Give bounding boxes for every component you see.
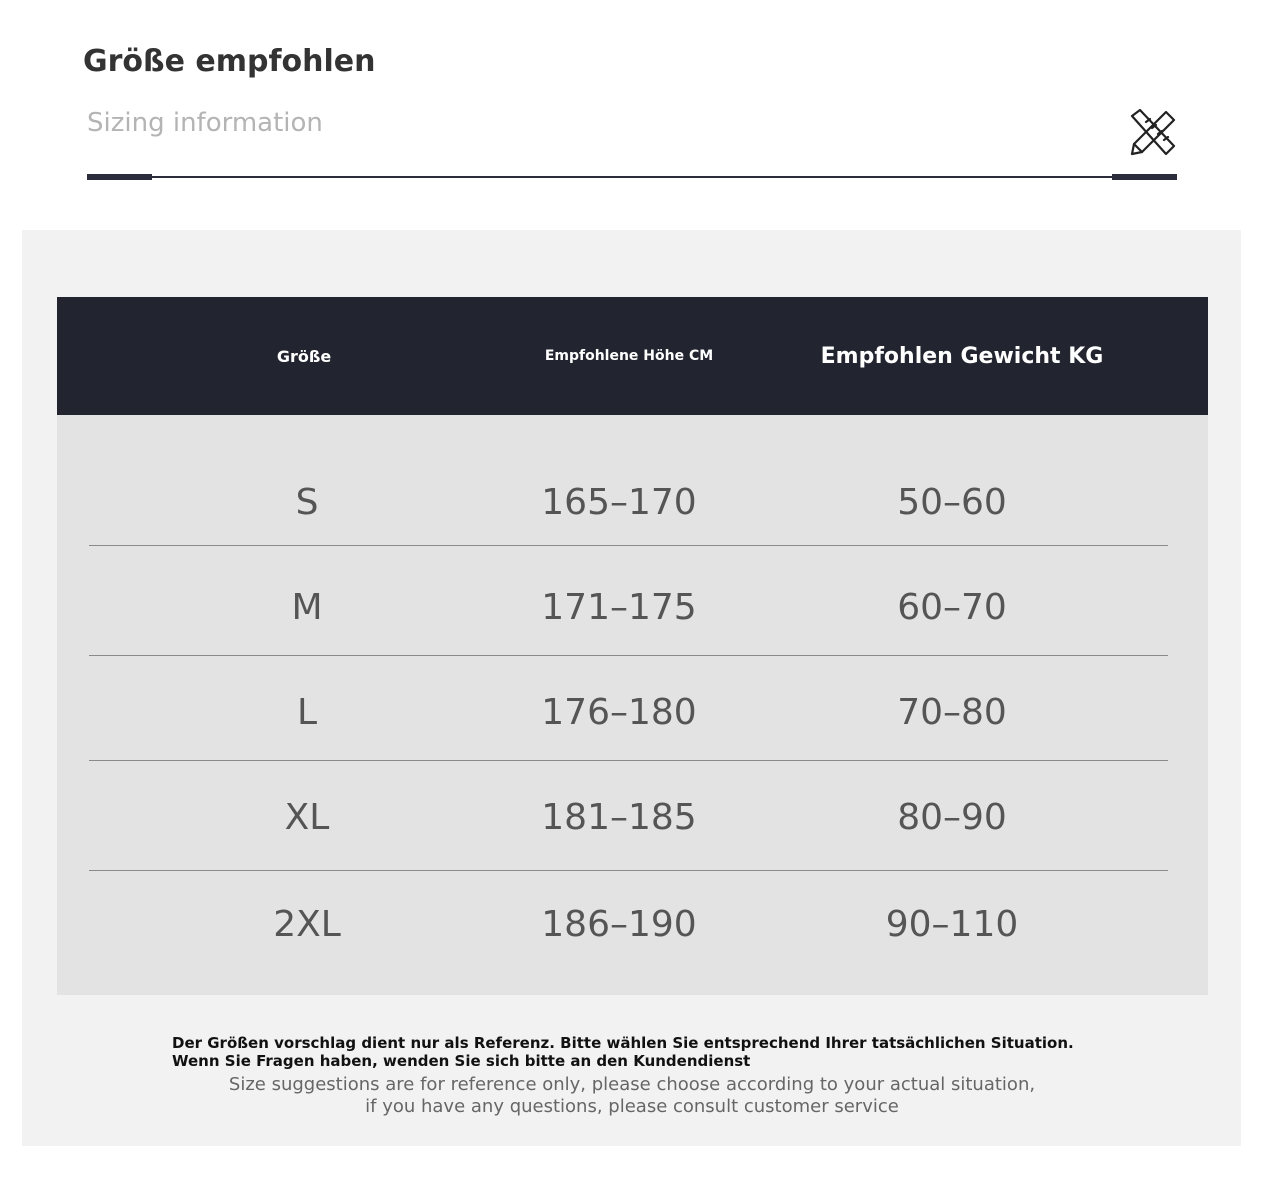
table-row bbox=[57, 765, 1208, 870]
header-divider-cap-left bbox=[87, 174, 152, 180]
disclaimer-english bbox=[200, 1074, 1064, 1118]
column-header-weight: Empfohlen Gewicht KG bbox=[820, 343, 1104, 369]
table-row bbox=[57, 660, 1208, 765]
row-divider bbox=[89, 760, 1168, 761]
weight-cell: 60–70 bbox=[897, 587, 1007, 628]
weight-cell: 90–110 bbox=[885, 904, 1019, 945]
size-table-body bbox=[57, 415, 1208, 995]
height-cell: 165–170 bbox=[541, 482, 697, 523]
size-cell: M bbox=[291, 587, 323, 628]
page-title: Größe empfohlen bbox=[83, 44, 376, 79]
table-row bbox=[57, 555, 1208, 660]
disclaimer-english-line-1: Size suggestions are for reference only, please choose according to your actual situation, bbox=[228, 1074, 1036, 1095]
weight-cell: 80–90 bbox=[897, 797, 1007, 838]
page-subtitle: Sizing information bbox=[87, 108, 323, 138]
height-cell: 171–175 bbox=[541, 587, 697, 628]
disclaimer-english-line-2: if you have any questions, please consult customer service bbox=[365, 1096, 899, 1117]
table-row bbox=[57, 445, 1208, 560]
header-divider bbox=[87, 176, 1177, 178]
weight-cell: 70–80 bbox=[897, 692, 1007, 733]
size-cell: L bbox=[296, 692, 318, 733]
size-cell: S bbox=[295, 482, 319, 523]
row-divider bbox=[89, 545, 1168, 546]
size-cell: 2XL bbox=[273, 904, 341, 945]
weight-cell: 50–60 bbox=[897, 482, 1007, 523]
header-divider-cap-right bbox=[1112, 174, 1177, 180]
table-row bbox=[57, 872, 1208, 977]
pencil-ruler-icon bbox=[1126, 108, 1178, 158]
height-cell: 181–185 bbox=[541, 797, 697, 838]
size-cell: XL bbox=[284, 797, 330, 838]
column-header-height: Empfohlene Höhe CM bbox=[544, 348, 714, 364]
column-header-size: Größe bbox=[276, 346, 332, 366]
disclaimer-german: Der Größen vorschlag dient nur als Referenz. Bitte wählen Sie entsprechend Ihrer tatsächlichen Situation. Wenn Sie Fragen haben, wenden Sie sich bitte an den Kundendienst bbox=[172, 1034, 1074, 1070]
size-table-header bbox=[57, 297, 1208, 415]
row-divider bbox=[89, 655, 1168, 656]
height-cell: 176–180 bbox=[541, 692, 697, 733]
height-cell: 186–190 bbox=[541, 904, 697, 945]
row-divider bbox=[89, 870, 1168, 871]
